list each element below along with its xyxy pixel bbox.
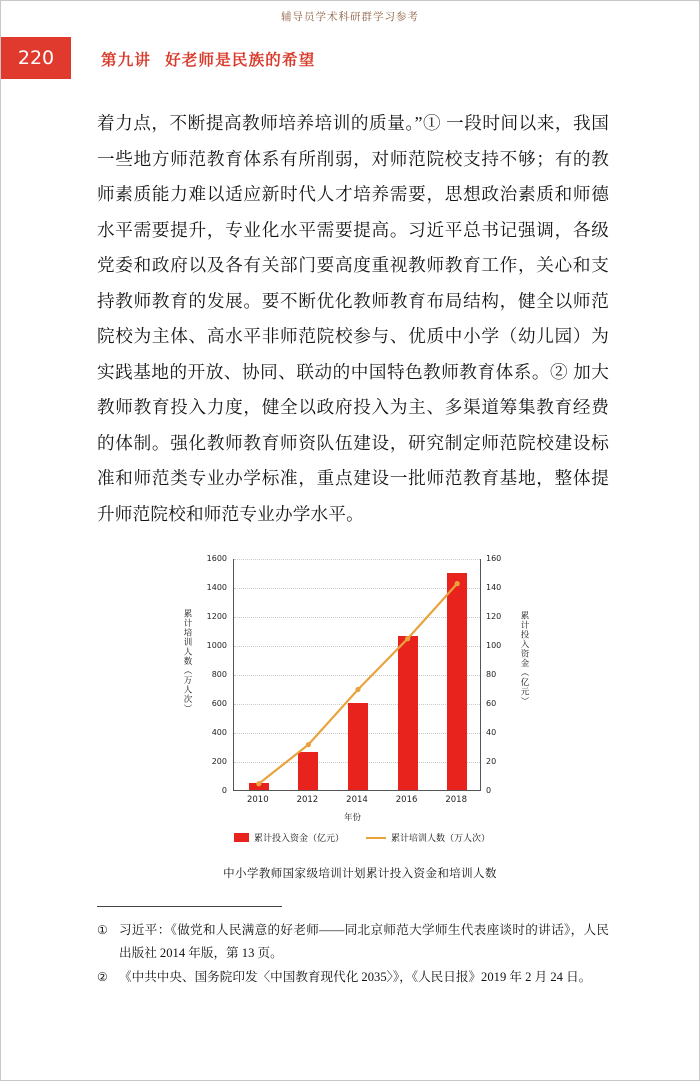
watermark-text: 辅导员学术科研群学习参考 <box>281 11 419 23</box>
chart-y-tick-right: 120 <box>486 612 502 621</box>
footnote-item <box>97 966 609 989</box>
chart-x-tick: 2010 <box>246 795 269 805</box>
legend-bar-swatch-icon <box>234 833 249 842</box>
chart-legend <box>212 831 512 844</box>
chart-y-tick-right: 60 <box>486 699 497 708</box>
footnote-marker: ① <box>97 923 108 937</box>
chart-y-tick-right: 160 <box>486 554 502 563</box>
chart-y-tick-left: 1000 <box>206 641 227 650</box>
chart-y-axis-label-right: 累计投入资金（亿元） <box>519 611 529 706</box>
footnote-divider <box>97 906 282 907</box>
chapter-heading <box>101 48 315 70</box>
chart-y-tick-right: 140 <box>486 583 502 592</box>
chart-x-tick: 2014 <box>346 795 368 805</box>
body-paragraph: 着力点，不断提高教师培养培训的质量。”① 一段时间以来，我国一些地方师范教育体系有所削弱，对师范院校支持不够；有的教师素质能力难以适应新时代人才培养需要，思想政治素质和师德水平需要提升，专业化水平需要提高。习近平总书记强调，各级党委和政府以及各有关部门要高度重视教师教育工作，关心和支持教师教育的发展。要不断优化教师教育布局结构，健全以师范院校为主体、高水平非师范院校参与、优质中小学（幼儿园）为实践基地的开放、协同、联动的中国特色教师教育体系。② 加大教师教育投入力度，健全以政府投入为主、多渠道筹集教育经费的体制。强化教师教育师资队伍建设，研究制定师范院校建设标准和师范类专业办学标准，重点建设一批师范教育基地，整体提升师范院校和师范专业办学水平。 <box>97 113 609 524</box>
chart-x-tick: 2012 <box>296 795 319 805</box>
chart-y-tick-left: 800 <box>211 670 227 679</box>
chart-y-tick-right: 40 <box>486 728 497 737</box>
legend-line-swatch-icon <box>366 837 386 839</box>
body-text <box>97 106 609 532</box>
footnote-item <box>97 919 609 965</box>
chart-y-tick-left: 400 <box>211 728 227 737</box>
footnote-marker: ② <box>97 970 108 984</box>
chart-line-series <box>234 559 482 791</box>
chart-x-axis-label: 年份 <box>344 813 362 823</box>
chart-y-tick-left: 1400 <box>206 583 227 592</box>
chart-y-tick-left: 1600 <box>206 554 227 563</box>
chart-plot <box>233 559 481 791</box>
chart-y-tick-right: 100 <box>486 641 502 650</box>
chart-y-tick-right: 20 <box>486 757 497 766</box>
legend-line-label: 累计培训人数（万人次） <box>391 834 491 844</box>
footnotes <box>97 919 609 990</box>
chapter-label: 第九讲 <box>101 51 152 69</box>
legend-item-line <box>366 831 490 844</box>
chart-y-tick-left: 0 <box>221 786 227 795</box>
chart-y-tick-right: 80 <box>486 670 497 679</box>
footnote-text: 习近平：《做党和人民满意的好老师——同北京师范大学师生代表座谈时的讲话》，人民出版社 2014 年版，第 13 页。 <box>119 923 609 960</box>
chart-x-tick: 2016 <box>395 795 418 805</box>
chart-x-tick: 2018 <box>445 795 467 805</box>
figure-chart <box>176 549 536 880</box>
page-header <box>1 37 699 79</box>
page-number: 220 <box>1 37 71 79</box>
legend-bar-label: 累计投入资金（亿元） <box>253 834 344 844</box>
chart-y-axis-label-left: 累计培训人数（万人次） <box>182 609 192 714</box>
chart-y-tick-left: 200 <box>211 757 227 766</box>
chart-y-tick-right: 0 <box>486 786 492 795</box>
chart-y-tick-left: 600 <box>211 699 227 708</box>
chapter-title: 好老师是民族的希望 <box>165 51 316 69</box>
footnote-text: 《中共中央、国务院印发〈中国教育现代化 2035〉》，《人民日报》2019 年 2 月 24 日。 <box>119 970 592 984</box>
legend-item-bar <box>234 831 344 844</box>
chart-y-tick-left: 1200 <box>206 612 227 621</box>
figure-caption: 中小学教师国家级培训计划累计投入资金和培训人数 <box>223 866 497 880</box>
chart-area <box>176 549 536 880</box>
